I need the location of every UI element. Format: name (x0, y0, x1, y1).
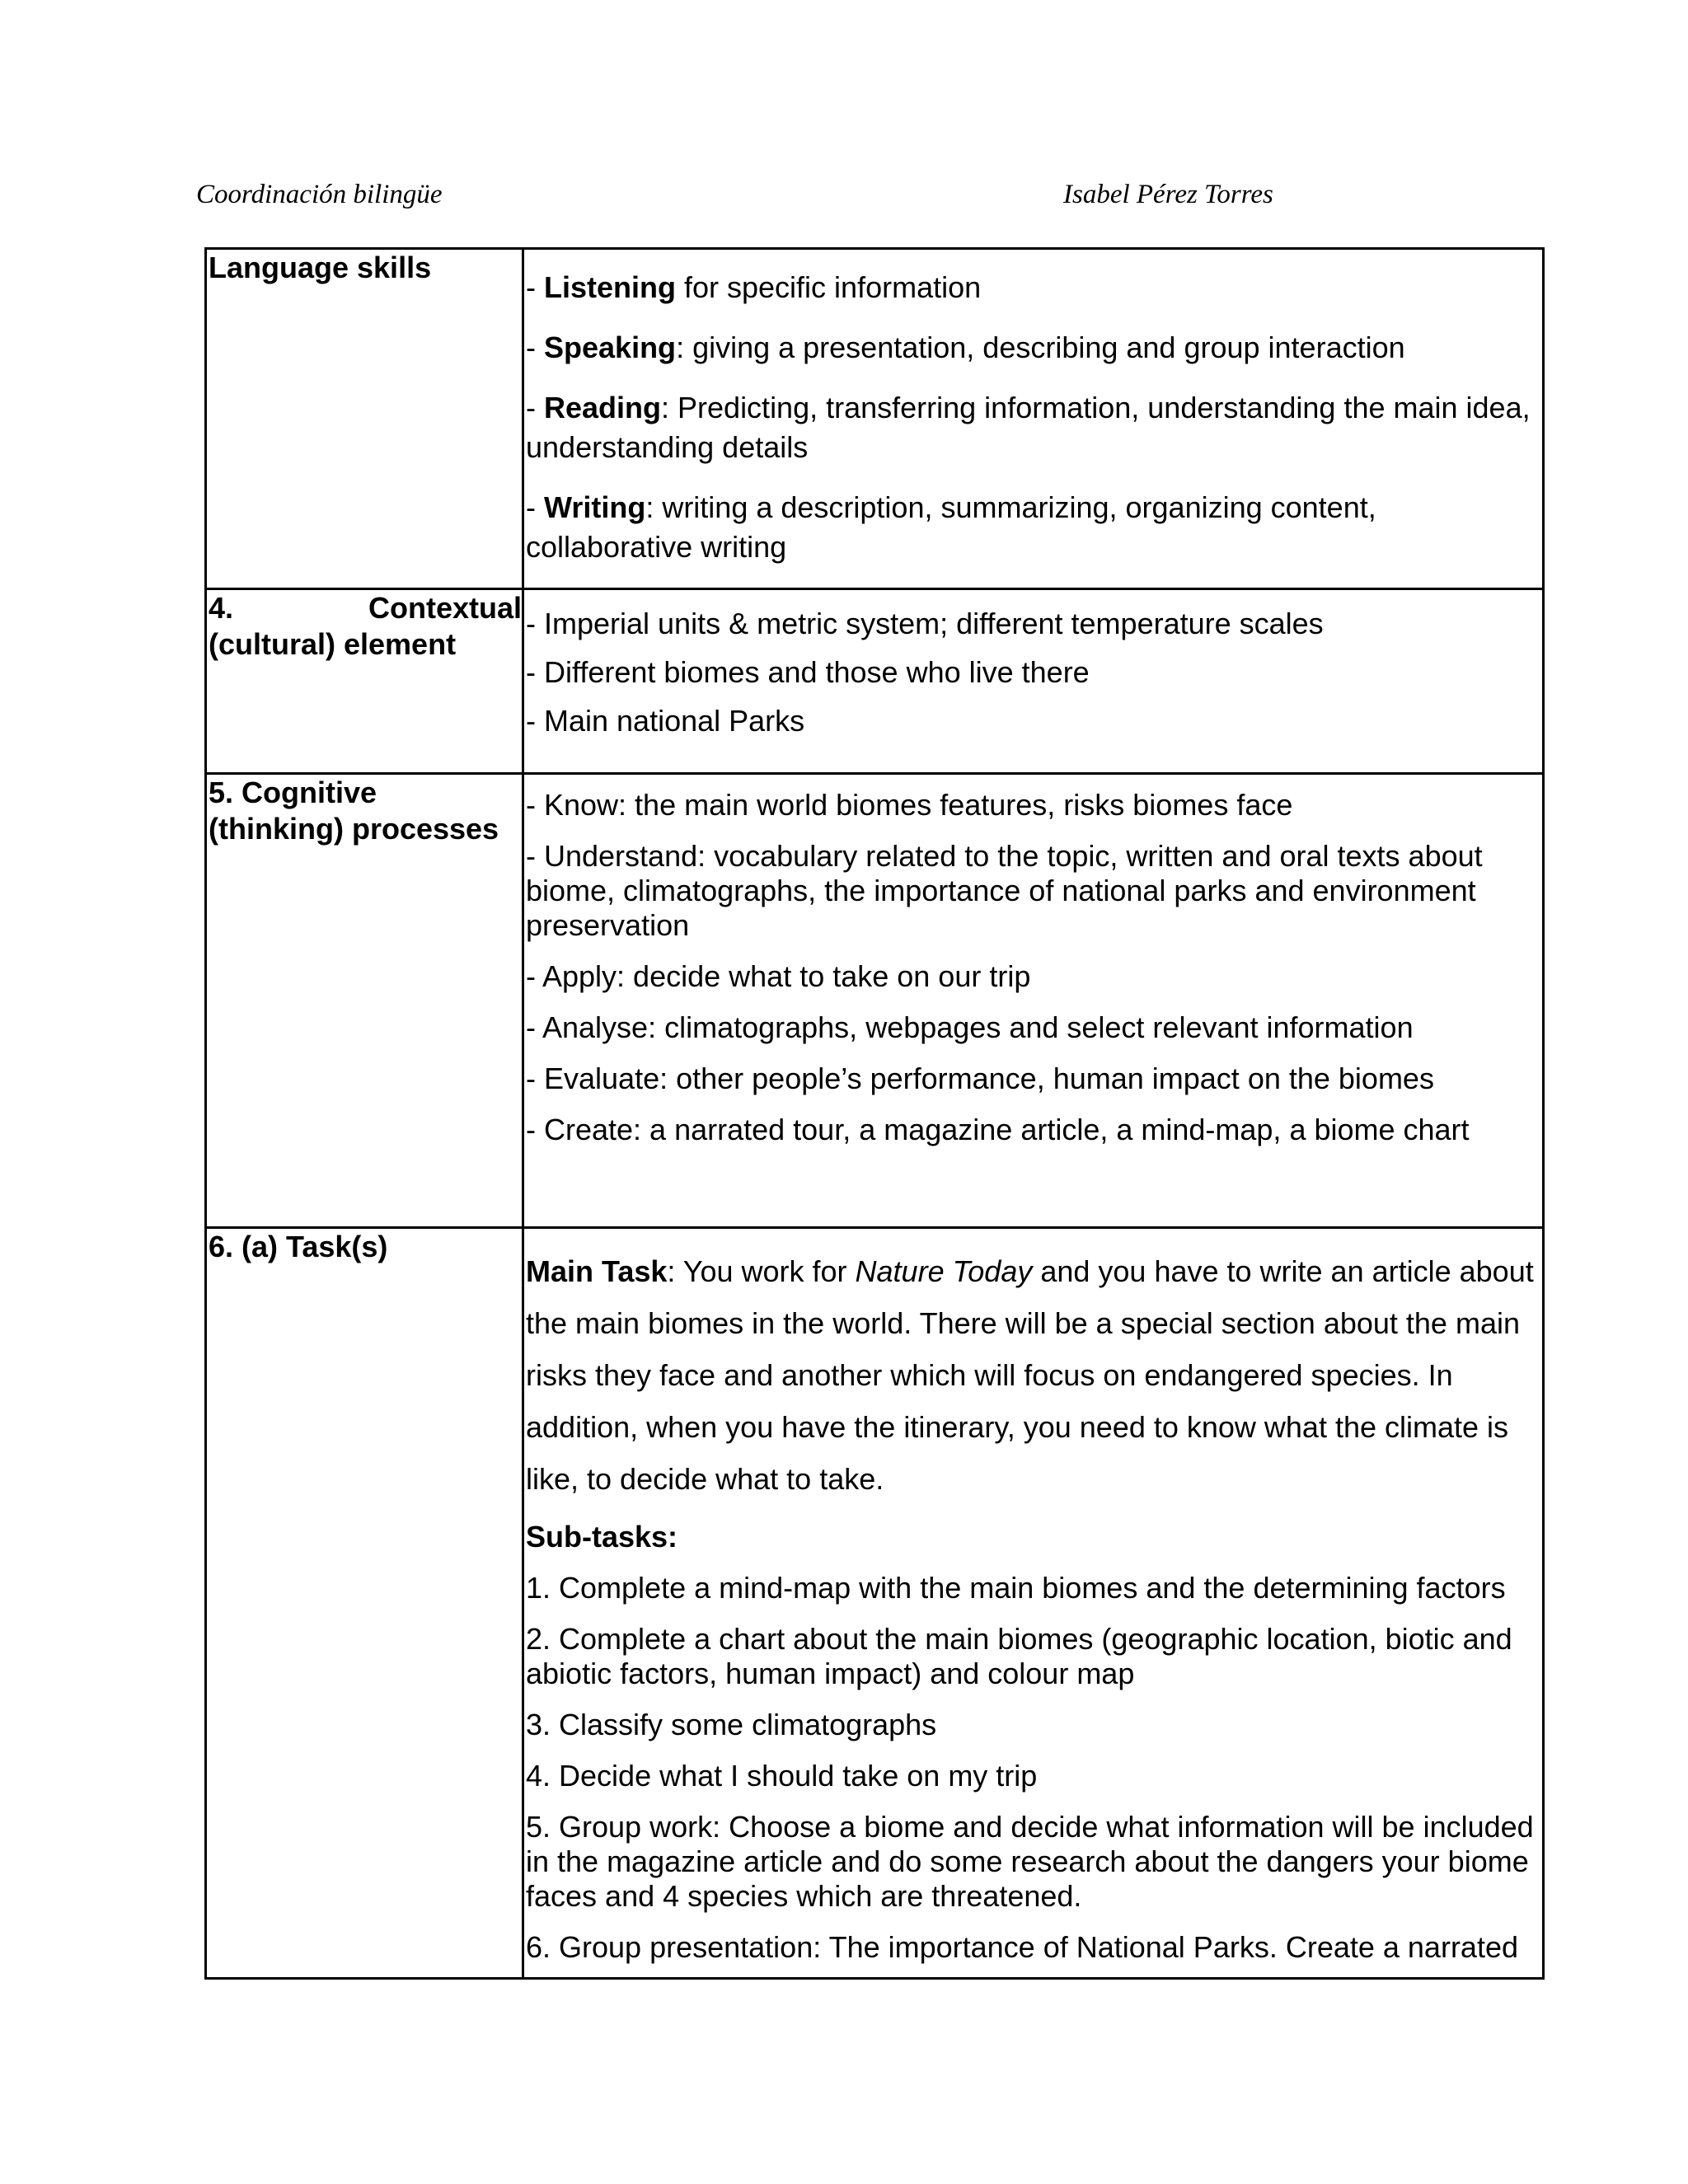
subtask-item: 4. Decide what I should take on my trip (526, 1759, 1038, 1793)
label-cognitive-processes: 5. Cognitive (thinking) processes (206, 774, 523, 1228)
row-tasks (206, 1228, 1544, 1979)
row-cognitive-processes (206, 774, 1544, 1228)
list-item: - Main national Parks (526, 704, 805, 738)
content-cognitive-processes (523, 774, 1544, 1228)
list-item: - Different biomes and those who live there (526, 655, 1090, 689)
content-contextual-element (523, 589, 1544, 774)
row-contextual-element (206, 589, 1544, 774)
subtask-item: 2. Complete a chart about the main biomes (geographic location, biotic and abiotic factors, human impact) and colour map (526, 1622, 1512, 1690)
list-item: - Create: a narrated tour, a magazine article, a mind-map, a biome chart (526, 1113, 1470, 1146)
header-left: Coordinación bilingüe (196, 180, 443, 209)
subtask-item: 6. Group presentation: The importance of National Parks. Create a narrated (526, 1930, 1518, 1964)
main-task: Main Task: You work for Nature Today and you have to write an article about the main biomes in the world. There will be a special section about the main risks they face and another which will focus on endangered species. In addition, when you have the itinerary, you need to know what the climate is like, to decide what to take. (526, 1254, 1534, 1496)
label-tasks: 6. (a) Task(s) (206, 1228, 523, 1979)
skill-speaking: - Speaking: giving a presentation, describing and group interaction (526, 330, 1405, 364)
content-language-skills (523, 249, 1544, 589)
list-item: - Know: the main world biomes features, risks biomes face (526, 788, 1293, 822)
label-contextual-element: 4. Contextual (cultural) element (206, 589, 523, 774)
skill-listening: - Listening for specific information (526, 270, 982, 304)
subtask-item: 5. Group work: Choose a biome and decide what information will be included in the magazine article and do some research about the dangers your biome faces and 4 species which are threatened. (526, 1810, 1534, 1913)
label-language-skills: Language skills (206, 249, 523, 589)
list-item: - Apply: decide what to take on our trip (526, 959, 1031, 993)
subtask-item: 3. Classify some climatographs (526, 1708, 937, 1741)
list-item: - Imperial units & metric system; different temperature scales (526, 607, 1324, 640)
lesson-plan-table (204, 247, 1545, 1980)
header-right: Isabel Pérez Torres (1063, 180, 1273, 209)
content-tasks (523, 1228, 1544, 1979)
list-item: - Analyse: climatographs, webpages and select relevant information (526, 1010, 1414, 1044)
subtasks-heading: Sub-tasks: (526, 1520, 678, 1554)
row-language-skills (206, 249, 1544, 589)
list-item: - Understand: vocabulary related to the topic, written and oral texts about biome, climatographs, the importance of national parks and environment preservation (526, 839, 1483, 942)
list-item: - Evaluate: other people’s performance, human impact on the biomes (526, 1062, 1434, 1095)
skill-writing: - Writing: writing a description, summarizing, organizing content, collaborative writing (526, 490, 1376, 564)
skill-reading: - Reading: Predicting, transferring information, understanding the main idea, understanding details (526, 391, 1531, 464)
subtask-item: 1. Complete a mind-map with the main biomes and the determining factors (526, 1571, 1506, 1605)
